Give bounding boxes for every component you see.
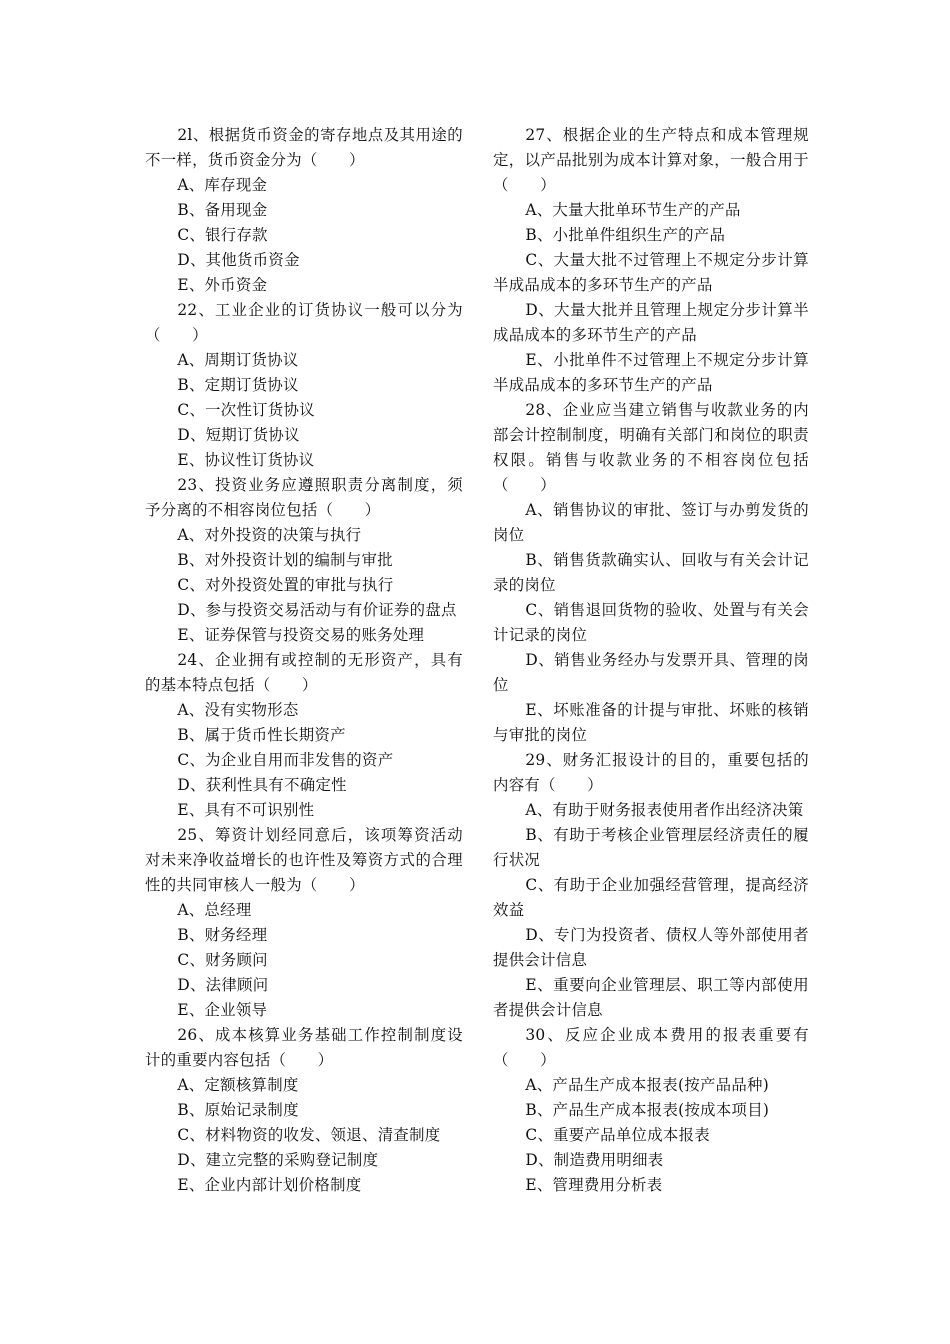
- answer-option: C、为企业自用而非发售的资产: [177, 751, 394, 769]
- answer-option: B、备用现金: [177, 201, 268, 219]
- question-block: [145, 473, 463, 648]
- answer-option: D、短期订货协议: [177, 426, 300, 444]
- answer-option: A、库存现金: [177, 176, 268, 194]
- answer-option: C、重要产品单位成本报表: [525, 1126, 711, 1144]
- answer-option: B、小批单件组织生产的产品: [525, 226, 726, 244]
- answer-option: E、外币资金: [177, 276, 268, 294]
- question-block: [145, 123, 463, 298]
- answer-option: B、原始记录制度: [177, 1101, 299, 1119]
- question-text: 2l、根据货币资金的寄存地点及其用途的不一样，货币资金分为（ ）: [145, 126, 463, 169]
- answer-option: A、产品生产成本报表(按产品品种): [525, 1076, 770, 1094]
- answer-option: D、大量大批并且管理上规定分步计算半成品成本的多环节生产的产品: [493, 301, 809, 344]
- answer-option: D、获利性具有不确定性: [177, 776, 347, 794]
- question-text: 22、工业企业的订货协议一般可以分为（ ）: [145, 301, 463, 344]
- answer-option: A、大量大批单环节生产的产品: [525, 201, 741, 219]
- answer-option: A、销售协议的审批、签订与办剪发货的岗位: [493, 501, 809, 544]
- answer-option: D、参与投资交易活动与有价证券的盘点: [177, 601, 457, 619]
- answer-option: E、坏账准备的计提与审批、坏账的核销与审批的岗位: [493, 701, 809, 744]
- question-block: [145, 1023, 463, 1198]
- question-text: 25、筹资计划经同意后，该项筹资活动对未来净收益增长的也许性及筹资方式的合理性的共同审核人一般为（ ）: [145, 826, 463, 894]
- answer-option: C、财务顾问: [177, 951, 268, 969]
- answer-option: D、其他货币资金: [177, 251, 300, 269]
- answer-option: E、企业内部计划价格制度: [177, 1176, 362, 1194]
- question-block: [493, 748, 809, 1023]
- answer-option: B、销售货款确实认、回收与有关会计记录的岗位: [493, 551, 809, 594]
- question-text: 29、财务汇报设计的目的，重要包括的内容有（ ）: [493, 751, 809, 794]
- answer-option: E、小批单件不过管理上不规定分步计算半成品成本的多环节生产的产品: [493, 351, 809, 394]
- question-block: [145, 648, 463, 823]
- answer-option: A、周期订货协议: [177, 351, 299, 369]
- answer-option: B、产品生产成本报表(按成本项目): [525, 1101, 770, 1119]
- answer-option: D、销售业务经办与发票开具、管理的岗位: [493, 651, 809, 694]
- answer-option: A、没有实物形态: [177, 701, 299, 719]
- answer-option: E、重要向企业管理层、职工等内部使用者提供会计信息: [493, 976, 809, 1019]
- answer-option: A、定额核算制度: [177, 1076, 299, 1094]
- answer-option: E、协议性订货协议: [177, 451, 315, 469]
- answer-option: E、具有不可识别性: [177, 801, 315, 819]
- answer-option: B、财务经理: [177, 926, 268, 944]
- question-text: 26、成本核算业务基础工作控制制度设计的重要内容包括（ ）: [145, 1026, 463, 1069]
- answer-option: D、制造费用明细表: [525, 1151, 664, 1169]
- answer-option: B、定期订货协议: [177, 376, 299, 394]
- right-column: [493, 123, 809, 1198]
- answer-option: C、大量大批不过管理上不规定分步计算半成品成本的多环节生产的产品: [493, 251, 809, 294]
- answer-option: B、属于货币性长期资产: [177, 726, 346, 744]
- question-block: [493, 123, 809, 398]
- question-text: 27、根据企业的生产特点和成本管理规定，以产品批别为成本计算对象，一般合用于（ ）: [493, 126, 809, 194]
- answer-option: D、建立完整的采购登记制度: [177, 1151, 379, 1169]
- answer-option: B、对外投资计划的编制与审批: [177, 551, 393, 569]
- answer-option: A、总经理: [177, 901, 252, 919]
- answer-option: E、管理费用分析表: [525, 1176, 663, 1194]
- answer-option: C、有助于企业加强经营管理，提高经济效益: [493, 876, 809, 919]
- question-text: 24、企业拥有或控制的无形资产，具有的基本特点包括（ ）: [145, 651, 463, 694]
- question-text: 28、企业应当建立销售与收款业务的内部会计控制制度，明确有关部门和岗位的职责权限。销售与收款业务的不相容岗位包括（ ）: [493, 401, 809, 494]
- question-text: 30、反应企业成本费用的报表重要有（ ）: [493, 1026, 809, 1069]
- answer-option: C、销售退回货物的验收、处置与有关会计记录的岗位: [493, 601, 809, 644]
- answer-option: C、银行存款: [177, 226, 268, 244]
- answer-option: C、材料物资的收发、领退、清查制度: [177, 1126, 441, 1144]
- question-block: [493, 1023, 809, 1198]
- answer-option: D、专门为投资者、债权人等外部使用者提供会计信息: [493, 926, 809, 969]
- answer-option: C、一次性订货协议: [177, 401, 315, 419]
- left-column: [145, 123, 463, 1198]
- question-text: 23、投资业务应遵照职责分离制度，须予分离的不相容岗位包括（ ）: [145, 476, 463, 519]
- answer-option: E、企业领导: [177, 1001, 268, 1019]
- answer-option: B、有助于考核企业管理层经济责任的履行状况: [493, 826, 809, 869]
- answer-option: A、有助于财务报表使用者作出经济决策: [525, 801, 804, 819]
- question-block: [493, 398, 809, 748]
- answer-option: E、证券保管与投资交易的账务处理: [177, 626, 425, 644]
- answer-option: A、对外投资的决策与执行: [177, 526, 362, 544]
- answer-option: C、对外投资处置的审批与执行: [177, 576, 394, 594]
- answer-option: D、法律顾问: [177, 976, 269, 994]
- question-block: [145, 298, 463, 473]
- question-block: [145, 823, 463, 1023]
